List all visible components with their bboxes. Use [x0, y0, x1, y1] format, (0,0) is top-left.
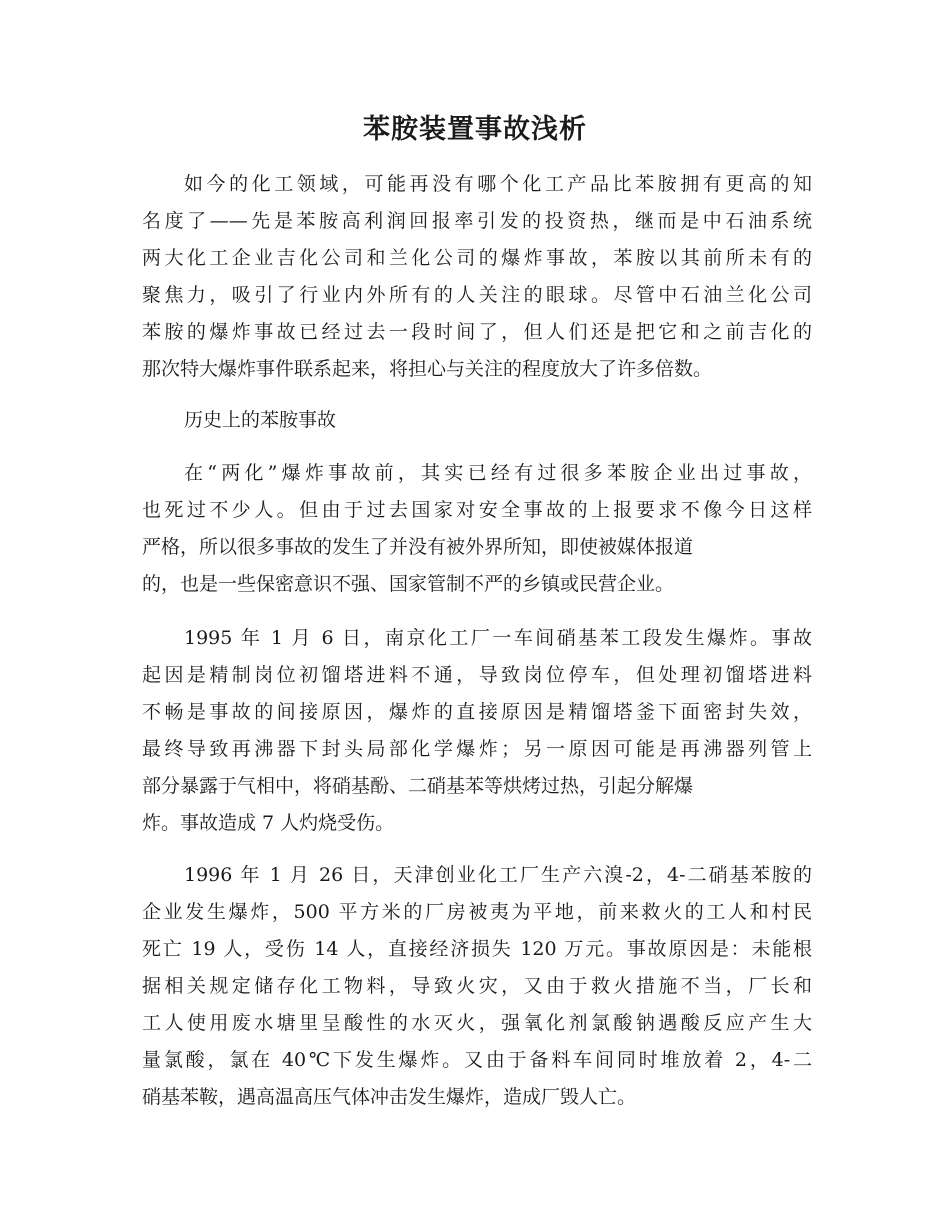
text-line: 的，也是一些保密意识不强、国家管制不严的乡镇或民营企业。 — [142, 573, 675, 595]
text-line: 部分暴露于气相中，将硝基酚、二硝基苯等烘烤过热，引起分解爆 — [142, 775, 694, 797]
text-line: 起因是精制岗位初馏塔进料不通，导致岗位停车，但处理初馏塔进料 — [142, 664, 812, 686]
text-line: 死亡 19 人，受伤 14 人，直接经济损失 120 万元。事故原因是：未能根 — [142, 938, 812, 960]
text-line: 量氯酸，氯在 40℃下发生爆炸。又由于备料车间同时堆放着 2，4-二 — [142, 1049, 812, 1071]
paragraph-before — [142, 455, 812, 603]
text-line: 硝基苯鞍，遇高温高压气体冲击发生爆炸，造成厂毁人亡。 — [142, 1086, 637, 1108]
text-line: 严格，所以很多事故的发生了并没有被外界所知，即使被媒体报道 — [142, 536, 694, 558]
text-line: 企业发生爆炸，500 平方米的厂房被夷为平地，前来救火的工人和村民 — [142, 901, 812, 923]
text-line: 聚焦力，吸引了行业内外所有的人关注的眼球。尽管中石油兰化公司 — [142, 284, 812, 306]
text-line: 炸。事故造成 7 人灼烧受伤。 — [142, 812, 395, 834]
text-line: 历史上的苯胺事故 — [184, 409, 337, 431]
section-heading — [142, 402, 812, 439]
text-line: 据相关规定储存化工物料，导致火灾，又由于救火措施不当，厂长和 — [142, 975, 812, 997]
text-line: 1996 年 1 月 26 日，天津创业化工厂生产六溴-2，4-二硝基苯胺的 — [184, 864, 812, 886]
paragraph-case-1995 — [142, 620, 812, 842]
text-line: 苯胺的爆炸事故已经过去一段时间了，但人们还是把它和之前吉化的 — [142, 321, 812, 343]
text-line: 1995 年 1 月 6 日，南京化工厂一车间硝基苯工段发生爆炸。事故 — [184, 627, 812, 649]
text-line: 如今的化工领域，可能再没有哪个化工产品比苯胺拥有更高的知 — [184, 173, 812, 195]
document-title: 苯胺装置事故浅析 — [363, 114, 587, 145]
text-line: 那次特大爆炸事件联系起来，将担心与关注的程度放大了许多倍数。 — [142, 358, 713, 380]
text-line: 工人使用废水塘里呈酸性的水灭火，强氧化剂氯酸钠遇酸反应产生大 — [142, 1012, 812, 1034]
text-line: 也死过不少人。但由于过去国家对安全事故的上报要求不像今日这样 — [142, 499, 812, 521]
paragraph-case-1996 — [142, 857, 812, 1116]
text-line: 最终导致再沸器下封头局部化学爆炸；另一原因可能是再沸器列管上 — [142, 738, 812, 760]
text-line: 不畅是事故的间接原因，爆炸的直接原因是精馏塔釜下面密封失效， — [142, 701, 812, 723]
text-line: 两大化工企业吉化公司和兰化公司的爆炸事故，苯胺以其前所未有的 — [142, 247, 812, 269]
text-line: 在“两化”爆炸事故前，其实已经有过很多苯胺企业出过事故， — [184, 462, 812, 484]
paragraph-intro — [142, 166, 812, 388]
text-line: 名度了——先是苯胺高利润回报率引发的投资热，继而是中石油系统 — [142, 210, 812, 232]
